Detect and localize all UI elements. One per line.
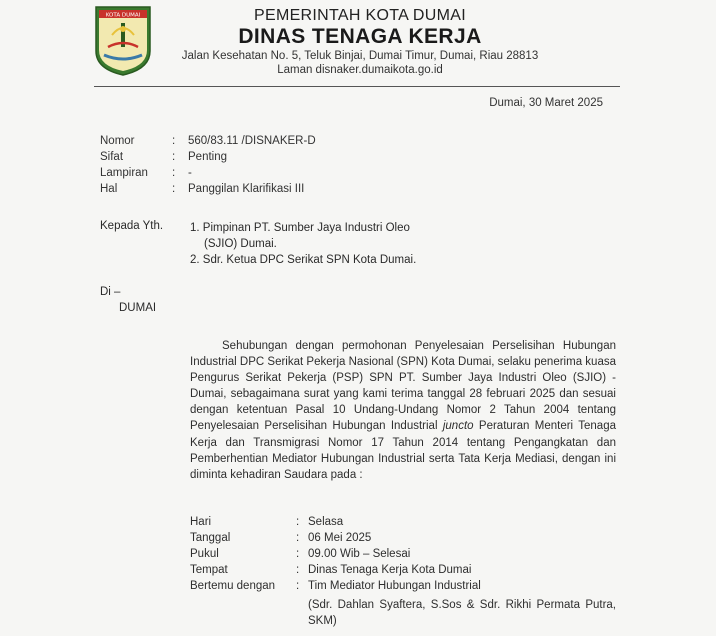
schedule-label: Tanggal [190,532,231,544]
meta-label: Hal [100,183,118,195]
recipients-label: Kepada Yth. [100,220,164,232]
recipients-list [190,220,416,268]
schedule-value: Selasa [308,516,344,528]
schedule-value: Dinas Tenaga Kerja Kota Dumai [308,564,472,576]
schedule-colon: : [296,580,300,592]
government-name: PEMERINTAH KOTA DUMAI [254,7,466,24]
city-emblem-icon [94,5,152,77]
meta-colon: : [172,135,176,147]
schedule-colon: : [296,532,300,544]
meta-value: - [188,167,192,179]
list-item: (SJIO) Dumai. [204,238,277,250]
body-text-part2: Peraturan Menteri Tenaga Kerja dan Transmigrasi Nomor 17 Tahun 2014 tentang Pengangkatan dan Pemberhentian Mediator Hubungan Industrial serta Tata Kerja Mediasi, dengan ini diminta kehadiran Saudara pada : [190,420,616,481]
schedule-label: Tempat [190,564,228,576]
schedule-colon: : [296,564,300,576]
meta-colon: : [172,183,176,195]
agency-address: Jalan Kesehatan No. 5, Teluk Binjai, Dumai Timur, Dumai, Riau 28813 [181,50,539,62]
destination-di: Di – [100,286,121,298]
destination-city: DUMAI [119,302,157,314]
meta-value: 560/83.11 /DISNAKER-D [188,135,316,147]
agency-website: Laman disnaker.dumaikota.go.id [277,64,443,76]
list-item: 1. Pimpinan PT. Sumber Jaya Industri Oleo [190,222,410,234]
schedule-value: Tim Mediator Hubungan Industrial [308,580,481,592]
meta-value: Panggilan Klarifikasi III [188,183,305,195]
schedule-label: Pukul [190,548,219,560]
meta-label: Sifat [100,151,124,163]
mediator-names: (Sdr. Dahlan Syaftera, S.Sos & Sdr. Rikhi Permata Putra, SKM) [308,599,616,627]
meta-colon: : [172,167,176,179]
meta-colon: : [172,151,176,163]
meta-label: Nomor [100,135,135,147]
body-text-italic: juncto [442,420,474,433]
schedule-colon: : [296,516,300,528]
body-paragraph [190,338,616,483]
agency-name: DINAS TENAGA KERJA [238,25,482,48]
emblem-text: KOTA DUMAI [105,12,141,19]
schedule-label: Bertemu dengan [190,580,276,592]
meta-value: Penting [188,151,228,163]
schedule-label: Hari [190,516,212,528]
schedule-value: 06 Mei 2025 [308,532,372,544]
body-text-part1: Sehubungan dengan permohonan Penyelesaian Perselisihan Hubungan Industrial DPC Serikat Pekerja Nasional (SPN) Kota Dumai, selaku penerima kuasa Pengurus Serikat Pekerja (PSP) SPN PT. Sumber Jaya Industri Oleo (SJIO) - Dumai, sebagaimana surat yang kami terima tanggal 28 februari 2025 dan sesuai dengan ketentuan Pasal 10 Undang-Undang Nomor 2 Tahun 2004 tentang Penyelesaian Perselisihan Hubungan Industrial [190,340,616,433]
list-item: 2. Sdr. Ketua DPC Serikat SPN Kota Dumai. [190,254,417,266]
letterhead-divider [94,86,620,87]
schedule-colon: : [296,548,300,560]
schedule-value: 09.00 Wib – Selesai [308,548,411,560]
meta-label: Lampiran [100,167,148,179]
letter-date: Dumai, 30 Maret 2025 [489,97,603,109]
